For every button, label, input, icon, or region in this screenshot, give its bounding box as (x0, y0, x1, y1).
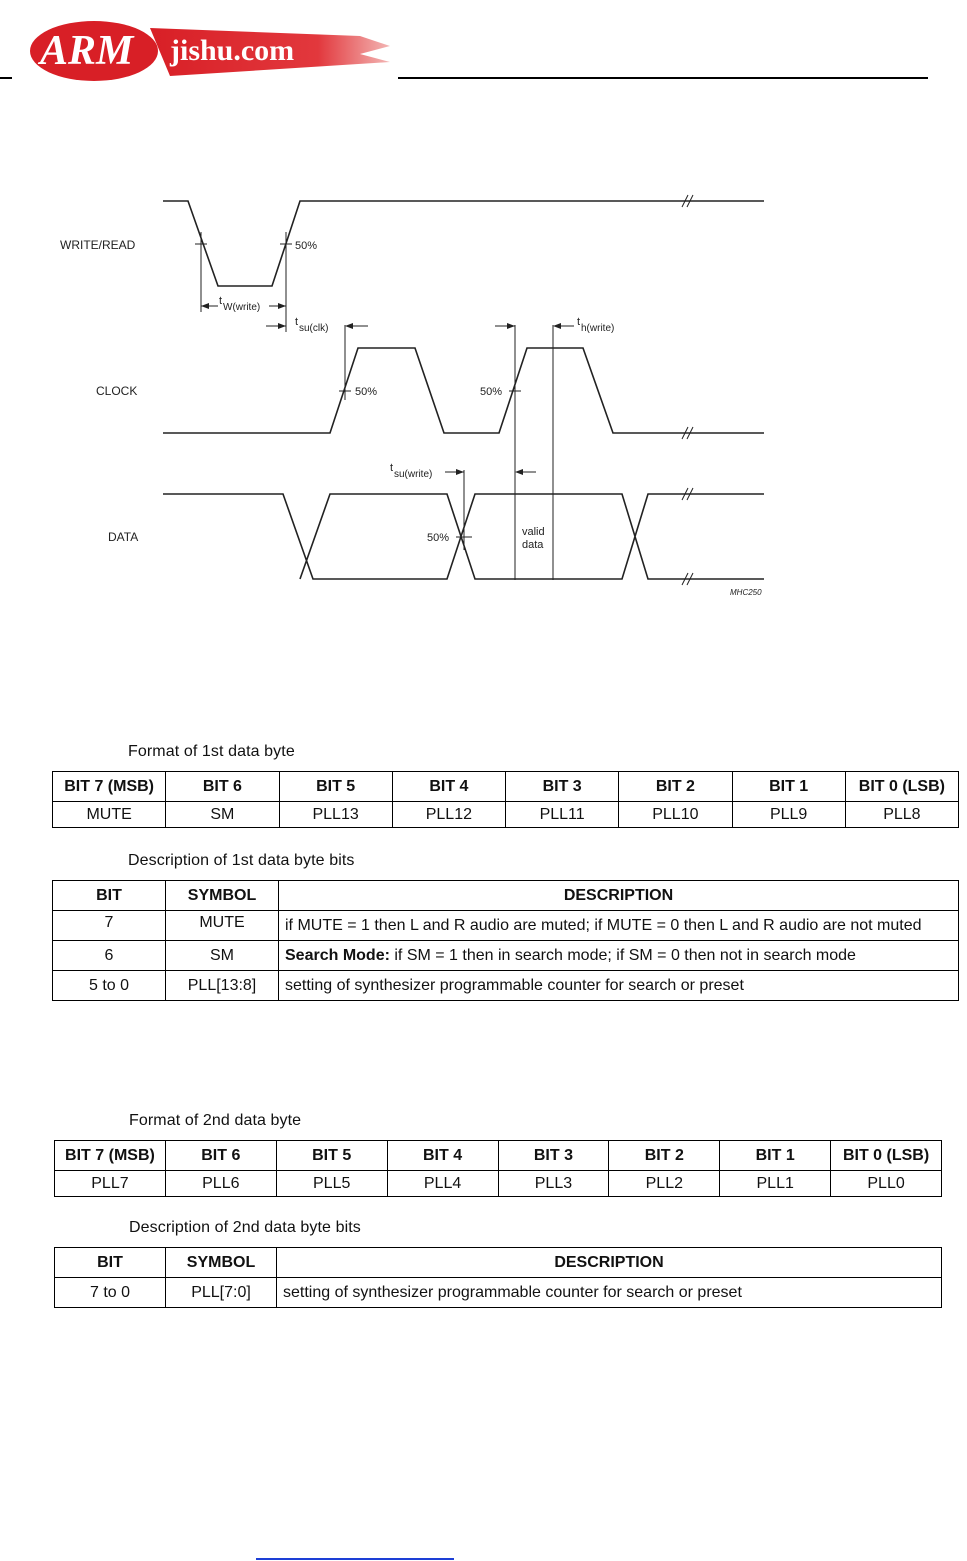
write-timing-diagram (50, 180, 780, 605)
header-bit5: BIT 5 (279, 772, 392, 802)
header-bit4: BIT 4 (392, 772, 505, 802)
cell-bit2: PLL2 (609, 1171, 720, 1197)
header-rule-left (0, 77, 12, 79)
desc-text: if SM = 1 then in search mode; if SM = 0 then not in search mode (389, 946, 856, 964)
label-tsu-write-t: t (390, 462, 394, 474)
label-tw-t: t (219, 295, 223, 307)
cell-description: setting of synthesizer programmable counter for search or preset (277, 1278, 942, 1308)
table-row (55, 1278, 942, 1308)
footer-link-underline[interactable] (256, 1558, 454, 1560)
cell-description (279, 941, 959, 971)
cell-bit: 6 (53, 941, 166, 971)
header-bit7: BIT 7 (MSB) (55, 1141, 166, 1171)
cell-bit: 5 to 0 (53, 971, 166, 1001)
signal-label-write-read: WRITE/READ (60, 238, 136, 252)
cell-bit6: SM (166, 802, 279, 828)
table-row (53, 971, 959, 1001)
table-header-row (53, 881, 959, 911)
caption-1st-byte-format: Format of 1st data byte (128, 743, 295, 760)
header-symbol: SYMBOL (166, 881, 279, 911)
armjishu-logo (30, 18, 390, 84)
cell-bit7: MUTE (53, 802, 166, 828)
cell-description: if MUTE = 1 then L and R audio are muted; if MUTE = 0 then L and R audio are not muted (279, 911, 959, 941)
table-2nd-byte-description (54, 1247, 942, 1308)
table-row (53, 911, 959, 941)
header-bit: BIT (53, 881, 166, 911)
cell-symbol: SM (166, 941, 279, 971)
label-th-sub: h(write) (581, 323, 615, 334)
cell-bit1: PLL9 (732, 802, 845, 828)
label-tsu-clk-t: t (295, 316, 299, 328)
label-valid: valid (522, 526, 545, 538)
label-tw-sub: W(write) (223, 302, 261, 313)
table-2nd-byte-format (54, 1140, 942, 1197)
clock-waveform (163, 348, 764, 433)
header-bit2: BIT 2 (609, 1141, 720, 1171)
cell-symbol: MUTE (166, 911, 279, 941)
header-bit4: BIT 4 (387, 1141, 498, 1171)
header-bit1: BIT 1 (720, 1141, 831, 1171)
header-bit6: BIT 6 (166, 772, 279, 802)
label-50-write: 50% (295, 240, 318, 252)
header-bit7: BIT 7 (MSB) (53, 772, 166, 802)
tsu-write-arrowheads (456, 469, 523, 475)
cell-description: setting of synthesizer programmable counter for search or preset (279, 971, 959, 1001)
header-bit6: BIT 6 (165, 1141, 276, 1171)
label-data: data (522, 539, 544, 551)
header-bit3: BIT 3 (506, 772, 619, 802)
table-header-row (55, 1248, 942, 1278)
cell-bit5: PLL5 (276, 1171, 387, 1197)
cell-bit0: PLL8 (845, 802, 958, 828)
signal-label-data: DATA (108, 530, 139, 544)
header-rule-right (398, 77, 928, 79)
label-th-t: t (577, 316, 581, 328)
header-description: DESCRIPTION (279, 881, 959, 911)
desc-bold-term: Search Mode: (285, 946, 390, 964)
cell-bit7: PLL7 (55, 1171, 166, 1197)
caption-1st-byte-description: Description of 1st data byte bits (128, 852, 355, 869)
table-1st-byte-format (52, 771, 959, 828)
header-bit0: BIT 0 (LSB) (831, 1141, 942, 1171)
table-row (53, 941, 959, 971)
header-bit1: BIT 1 (732, 772, 845, 802)
header-symbol: SYMBOL (166, 1248, 277, 1278)
logo-domain-text: jishu.com (170, 34, 295, 67)
figure-code: MHC250 (730, 588, 762, 597)
cell-bit5: PLL13 (279, 802, 392, 828)
label-tsu-clk-sub: su(clk) (299, 323, 329, 334)
label-tsu-write-sub: su(write) (394, 469, 433, 480)
cell-symbol: PLL[7:0] (166, 1278, 277, 1308)
header-bit0: BIT 0 (LSB) (845, 772, 958, 802)
write-read-waveform (163, 201, 764, 286)
header-bit5: BIT 5 (276, 1141, 387, 1171)
cell-bit: 7 to 0 (55, 1278, 166, 1308)
cell-bit4: PLL4 (387, 1171, 498, 1197)
cell-bit4: PLL12 (392, 802, 505, 828)
label-50-data: 50% (427, 532, 450, 544)
cell-bit3: PLL3 (498, 1171, 609, 1197)
table-row (55, 1171, 942, 1197)
caption-2nd-byte-format: Format of 2nd data byte (129, 1112, 302, 1129)
logo-arm-text: ARM (40, 28, 134, 74)
header-bit: BIT (55, 1248, 166, 1278)
header-bit2: BIT 2 (619, 772, 732, 802)
cell-symbol: PLL[13:8] (166, 971, 279, 1001)
header-bit3: BIT 3 (498, 1141, 609, 1171)
header-description: DESCRIPTION (277, 1248, 942, 1278)
label-50-clock2: 50% (480, 386, 503, 398)
signal-label-clock: CLOCK (96, 384, 138, 398)
table-header-row (53, 772, 959, 802)
cell-bit6: PLL6 (165, 1171, 276, 1197)
table-header-row (55, 1141, 942, 1171)
cell-bit3: PLL11 (506, 802, 619, 828)
cell-bit2: PLL10 (619, 802, 732, 828)
cell-bit: 7 (53, 911, 166, 941)
table-row (53, 802, 959, 828)
cell-bit0: PLL0 (831, 1171, 942, 1197)
table-1st-byte-description (52, 880, 959, 1001)
label-50-clock1: 50% (355, 386, 378, 398)
caption-2nd-byte-description: Description of 2nd data byte bits (129, 1219, 361, 1236)
cell-bit1: PLL1 (720, 1171, 831, 1197)
